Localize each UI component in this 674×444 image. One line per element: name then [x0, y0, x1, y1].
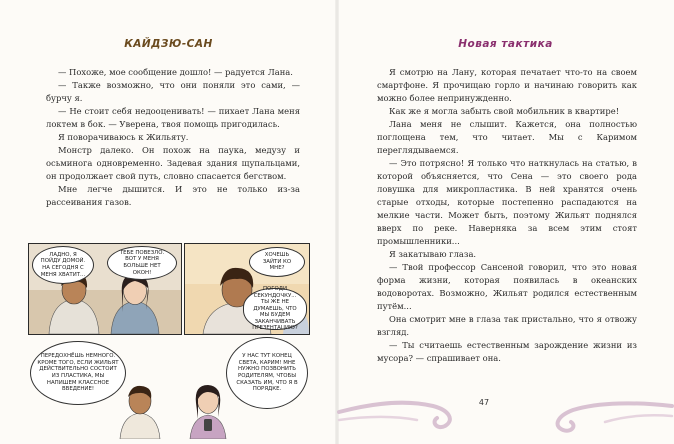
left-text-block [46, 66, 300, 209]
right-running-head: Новая тактика [458, 38, 553, 50]
paragraph: Я смотрю на Лану, которая печатает что-то на своем смартфоне. Я прочищаю горло и начинаю говорить как можно более непринужденно. [377, 67, 637, 103]
speech-bubble: ЛАДНО, Я ПОЙДУ ДОМОЙ. НА СЕГОДНЯ С МЕНЯ ХВАТИТ... [32, 246, 94, 284]
paragraph: Я поворачиваюсь к Жильяту. [58, 132, 189, 142]
speech-bubble: ХОЧЕШЬ ЗАЙТИ КО МНЕ? [249, 247, 305, 277]
comic-panel-2 [184, 243, 310, 335]
paragraph: Монстр далеко. Он похож на паука, медузу и осьминога одновременно. Задевая здания щупальцами, он продолжает свой путь, словно спасается бегством. [46, 145, 300, 181]
paragraph: Я закатываю глаза. [389, 249, 477, 259]
speech-bubble: У НАС ТУТ КОНЕЦ СВЕТА, КАРИМ! МНЕ НУЖНО ПОЗВОНИТЬ РОДИТЕЛЯМ, ЧТОБЫ СКАЗАТЬ ИМ, ЧТО Я В ПОРЯДКЕ. [226, 337, 308, 409]
comic-panel-3 [28, 337, 308, 439]
paragraph: — Похоже, мое сообщение дошло! — радуется Лана. [58, 67, 293, 77]
speech-bubble: ПОГОДИ СЕКУНДОЧКУ... ТЫ ЖЕ НЕ ДУМАЕШЬ, ЧТО МЫ БУДЕМ ЗАКАНЧИВАТЬ ПРЕЗЕНТАЦИЮ? [243, 288, 307, 330]
paragraph: — Также возможно, что они поняли это сами, — бурчу я. [46, 80, 300, 103]
page-number: 47 [478, 398, 490, 407]
paragraph: — Твой профессор Сансеной говорил, что это новая форма жизни, которая появилась в океанских водоворотах. Возможно, Жильят родился естественным путём... [377, 262, 637, 311]
paragraph: — Не стоит себя недооценивать! — пихает Лана меня локтем в бок. — Уверена, твоя помощь пригодилась. [46, 106, 300, 129]
tentacle-decoration [337, 372, 674, 444]
paragraph: — Ты считаешь естественным зарождение жизни из мусора? — спрашивает она. [377, 340, 637, 363]
right-page [337, 0, 674, 444]
paragraph: Как же я могла забыть свой мобильник в квартире! [389, 106, 620, 116]
speech-bubble: ПЕРЕДОХНЁШЬ НЕМНОГО. КРОМЕ ТОГО, ЕСЛИ ЖИЛЬЯТ ДЕЙСТВИТЕЛЬНО СОСТОИТ ИЗ ПЛАСТИКА, МЫ НАПИШЕМ КЛАССНОЕ ВВЕДЕНИЕ! [30, 341, 126, 405]
comic-panel-1 [28, 243, 182, 335]
left-running-head: КАЙДЗЮ-САН [124, 38, 213, 50]
speech-bubble: ТЕБЕ ПОВЕЗЛО. ВОТ У МЕНЯ БОЛЬШЕ НЕТ ОКОН! [107, 246, 177, 280]
comic-strip [28, 243, 308, 439]
right-text-block [377, 66, 637, 365]
paragraph: Она смотрит мне в глаза так пристально, что я отвожу взгляд. [377, 314, 637, 337]
paragraph: Мне легче дышится. И это не только из-за рассеивания газов. [46, 184, 300, 207]
paragraph: Лана меня не слышит. Кажется, она полностью поглощена тем, что читает. Мы с Каримом переглядываемся. [377, 119, 637, 155]
paragraph: — Это потрясно! Я только что наткнулась на статью, в которой объясняется, что Сена — это своего рода ловушка для микропластика. В ней хранятся очень старые отходы, которые постепенно распадаются на мелкие части. Может быть, поэтому Жильят поднялся вверх по реке. Наверняка за всем этим стоят промышленники... [377, 158, 637, 246]
